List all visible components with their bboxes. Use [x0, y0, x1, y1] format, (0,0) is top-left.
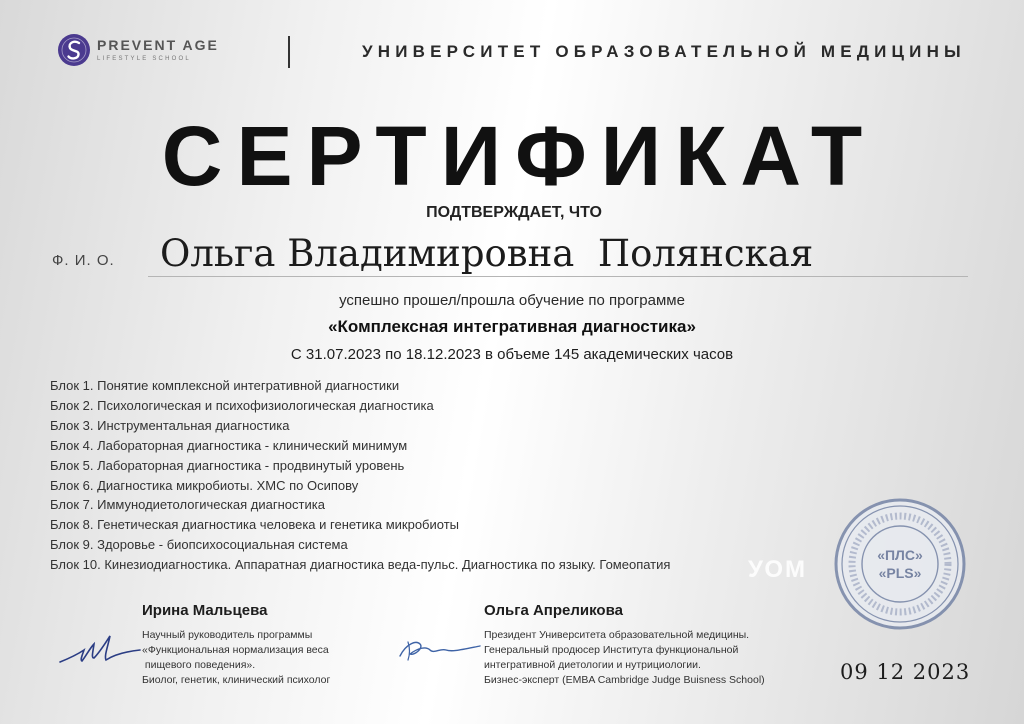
list-item: Блок 9. Здоровье - биопсихосоциальная система — [50, 537, 348, 553]
prevent-age-logo — [58, 34, 219, 66]
stamp-text-bottom: «PLS» — [878, 565, 922, 581]
signer-1-description — [142, 628, 330, 688]
fio-label: Ф. И. О. — [52, 252, 115, 269]
signer-1-name: Ирина Мальцева — [142, 602, 268, 619]
recipient-name: Ольга Владимировна Полянская — [160, 232, 814, 275]
list-item: Блок 2. Психологическая и психофизиологическая диагностика — [50, 397, 434, 413]
signer-2-name: Ольга Апреликова — [484, 602, 623, 619]
completed-text: успешно прошел/прошла обучение по программе — [339, 292, 685, 309]
signer-1-line: пищевого поведения». — [142, 659, 256, 671]
university-name: УНИВЕРСИТЕТ ОБРАЗОВАТЕЛЬНОЙ МЕДИЦИНЫ — [362, 42, 966, 61]
signer-2-line: Бизнес-эксперт (EMBA Cambridge Judge Buisness School) — [484, 674, 765, 686]
signer-2-description — [484, 628, 765, 688]
list-item: Блок 8. Генетическая диагностика человека и генетика микробиоты — [50, 517, 460, 533]
confirms-text: ПОДТВЕРЖДАЕТ, ЧТО — [426, 204, 602, 221]
signer-2-line: Генеральный продюсер Института функциональной — [484, 644, 739, 656]
name-underline — [148, 276, 968, 277]
signer-2-line: интегративной диетологии и нутрициологии. — [484, 659, 701, 671]
list-item: Блок 3. Инструментальная диагностика — [50, 417, 290, 433]
signature-aprelikova — [396, 634, 482, 664]
signer-1-line: «Функциональная нормализация веса — [142, 644, 329, 656]
study-period: С 31.07.2023 по 18.12.2023 в объеме 145 академических часов — [290, 346, 734, 363]
watermark-text: УОМ — [748, 556, 807, 583]
signer-2-line: Президент Университета образовательной медицины. — [484, 629, 750, 641]
issue-date: 09 12 2023 — [840, 660, 971, 684]
list-item: Блок 10. Кинезиодиагностика. Аппаратная диагностика веда-пульс. Диагностика по языку. Гомеопатия — [50, 557, 671, 573]
logo-name: PREVENT AGE — [97, 37, 219, 53]
list-item: Блок 7. Иммунодиетологическая диагностика — [50, 497, 325, 513]
signer-1-line: Биолог, генетик, клинический психолог — [142, 674, 331, 686]
stamp-text-top: «ПЛС» — [877, 547, 923, 563]
signature-maltseva — [58, 630, 142, 668]
certificate-title: СЕРТИФИКАТ — [161, 109, 877, 203]
list-item: Блок 1. Понятие комплексной интегративной диагностики — [50, 378, 400, 393]
header-divider — [288, 36, 290, 68]
program-title: «Комплексная интегративная диагностика» — [328, 317, 696, 336]
signer-1-line: Научный руководитель программы — [142, 629, 313, 641]
logo-subtitle: LIFESTYLE SCHOOL — [97, 56, 191, 62]
list-item: Блок 4. Лабораторная диагностика - клинический минимум — [50, 437, 408, 453]
program-blocks-list — [50, 376, 670, 575]
round-stamp — [832, 496, 968, 632]
list-item: Блок 5. Лабораторная диагностика - продвинутый уровень — [50, 457, 405, 473]
logo-s-icon — [58, 34, 90, 66]
list-item: Блок 6. Диагностика микробиоты. ХМС по Осипову — [50, 477, 359, 493]
